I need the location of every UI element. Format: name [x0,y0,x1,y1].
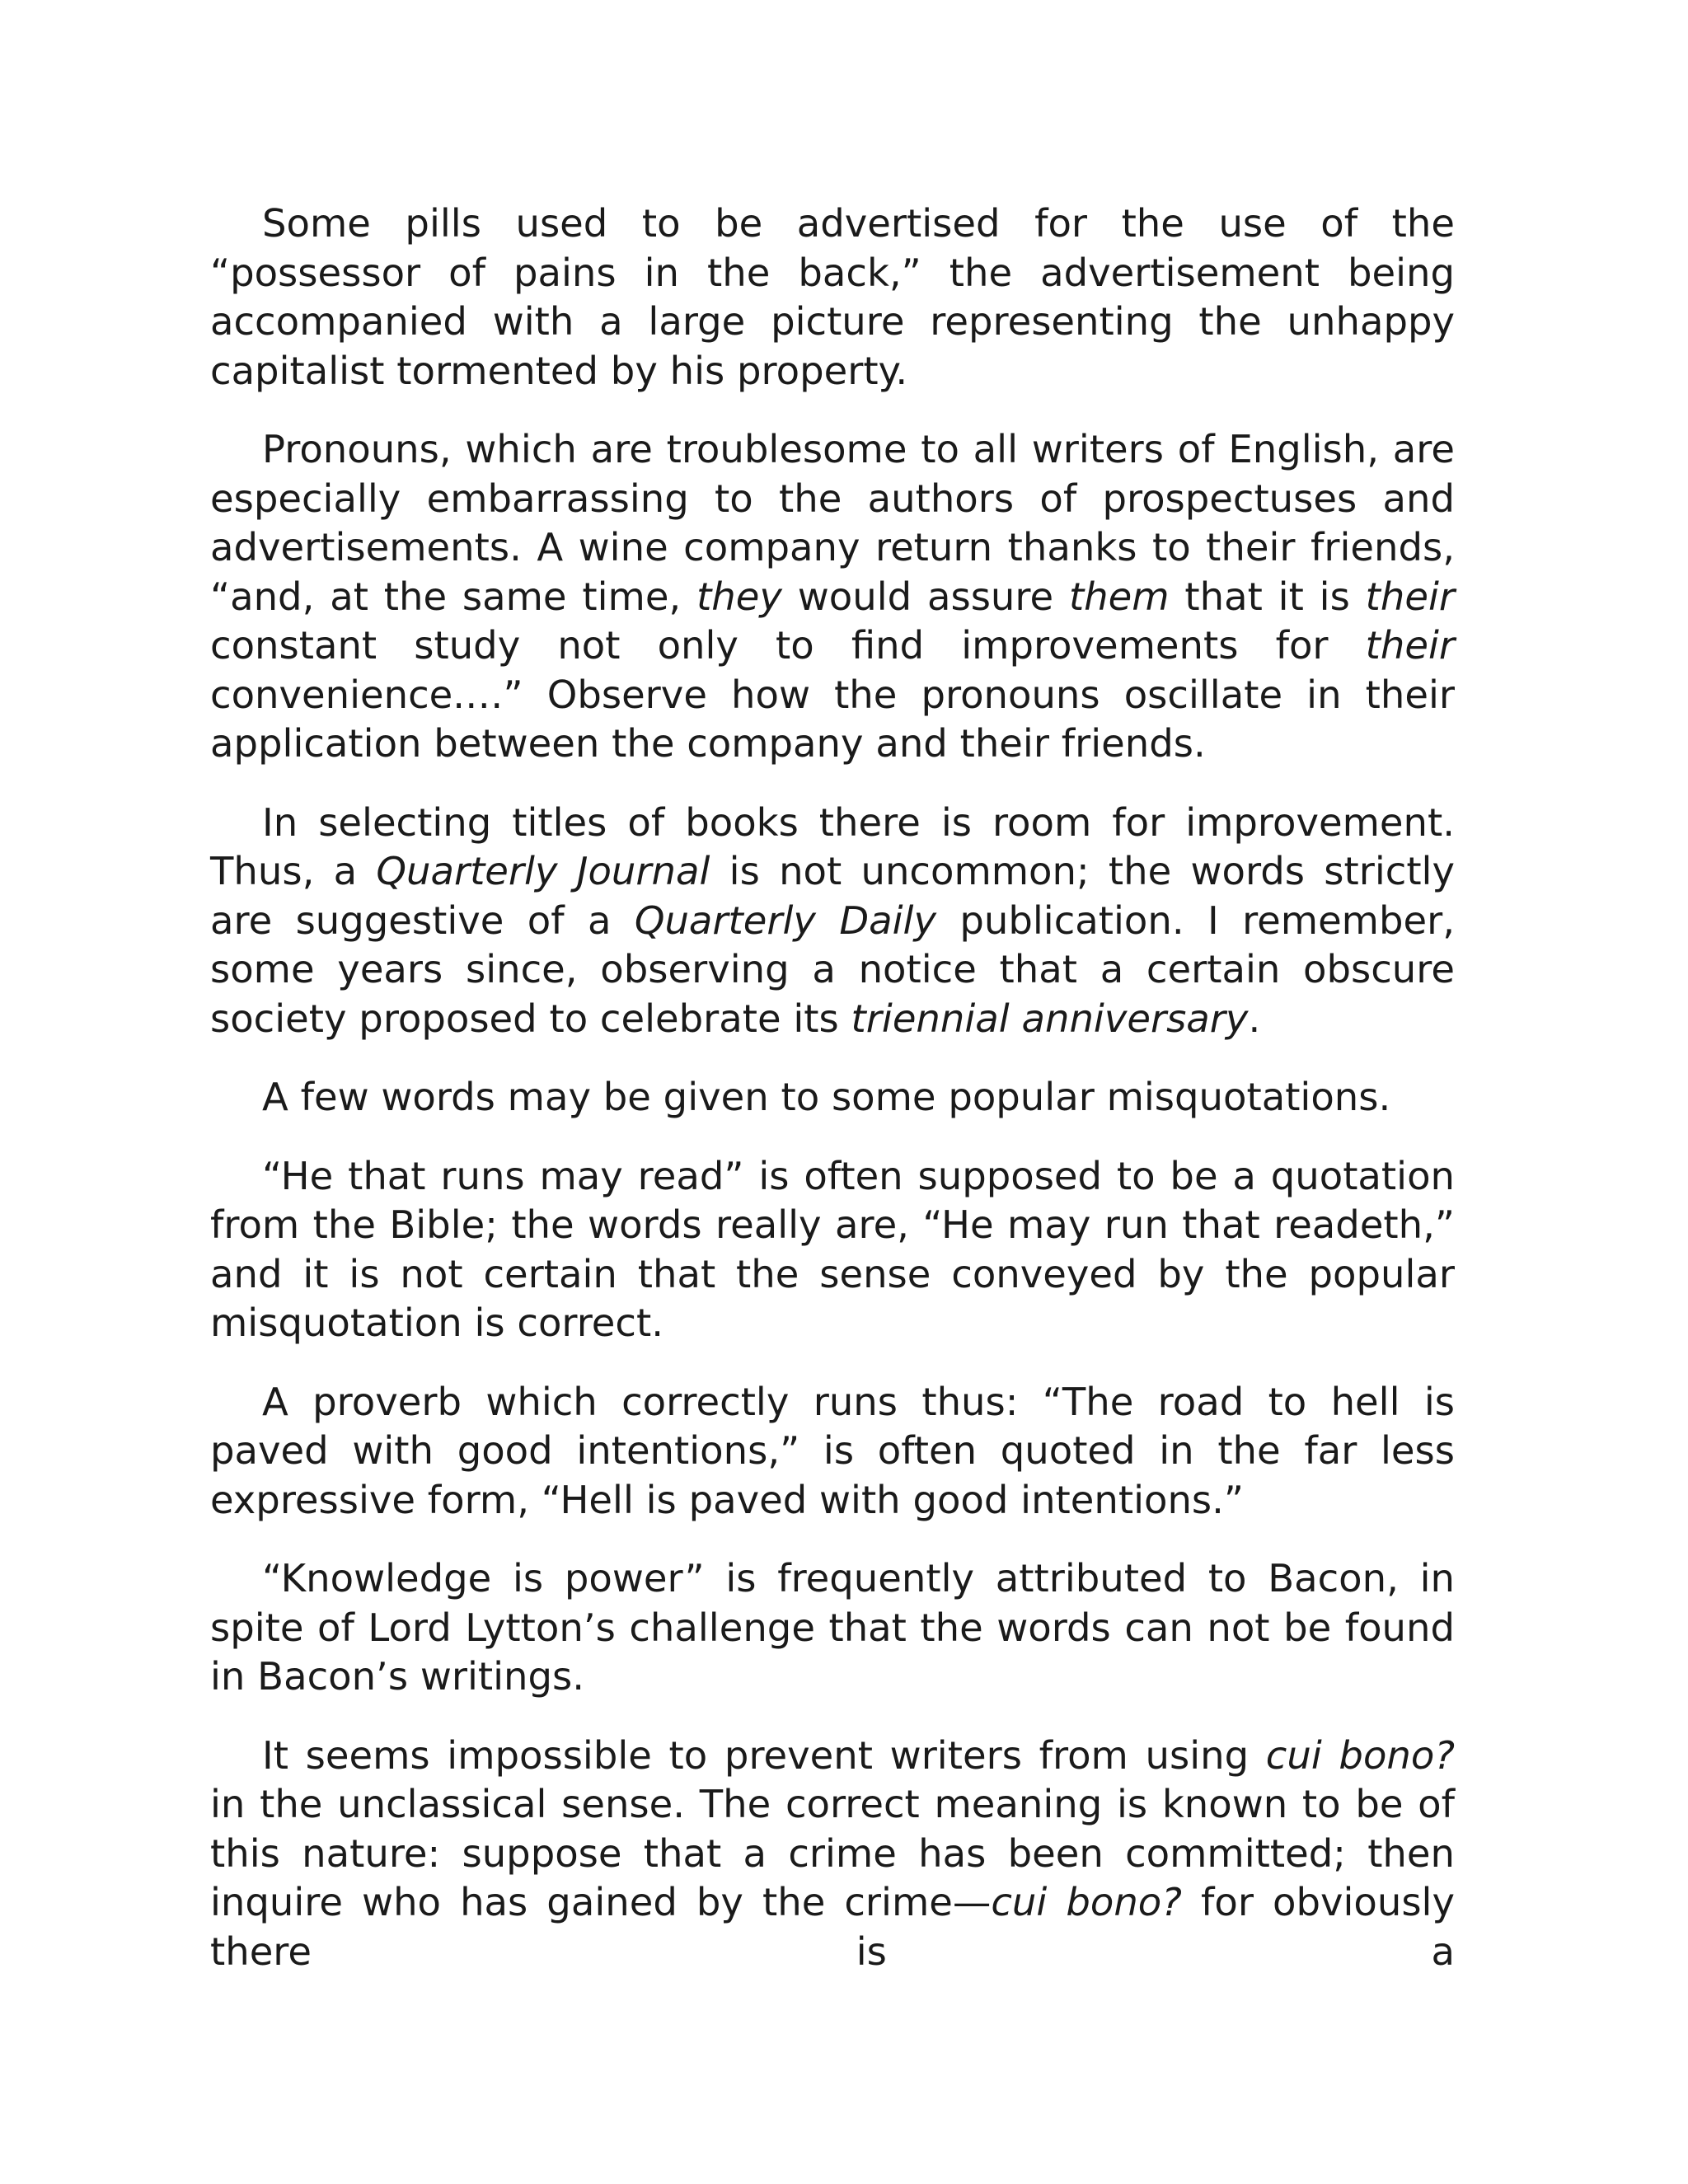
text-segment: for obviously there is a [210,1880,1455,1974]
italic-text: their [1365,574,1455,619]
text-segment: Pronouns, which are troublesome to all writers of English, are especially embarrassing to the authors of prospectuses and advertisements. A wine company return thanks to their friends, “and, at the same time, [210,427,1455,619]
italic-text: Quarterly Journal [376,849,710,893]
paragraph [210,1152,1455,1348]
italic-text: them [1068,574,1170,619]
text-segment: Some pills used to be advertised for the use of the “possessor of pains in the back,” the advertisement being accompanied with a large picture representing the unhappy capitalist tormented by his property. [210,201,1455,393]
text-segment: A proverb which correctly runs thus: “The road to hell is paved with good intentions,” is often quoted in the far less expressive form, “Hell is paved with good intentions.” [210,1379,1455,1522]
document-page [210,199,1455,1976]
paragraph [210,1732,1455,1977]
italic-text: their [1365,623,1455,668]
text-segment: would assure [781,574,1069,619]
paragraph [210,1073,1455,1122]
body-text [210,199,1455,1976]
italic-text: Quarterly Daily [634,898,936,943]
italic-text: triennial anniversary [851,996,1249,1041]
text-segment: A few words may be given to some popular misquotations. [262,1075,1391,1119]
text-segment: that it is [1169,574,1366,619]
paragraph [210,199,1455,396]
text-segment: It seems impossible to prevent writers from using [262,1732,1266,1778]
text-segment: . [1248,996,1261,1041]
text-segment: constant study not only to find improvements for [210,623,1366,668]
italic-text: they [696,574,782,619]
paragraph [210,1554,1455,1702]
text-segment: is not uncommon; the words strictly are suggestive of a [210,849,1455,943]
text-segment: publication. I remember, some years since, observing a notice that a certain obscure society proposed to celebrate its [210,898,1456,1041]
italic-text: cui bono? [1265,1732,1456,1778]
paragraph [210,425,1455,769]
paragraph [210,799,1455,1044]
text-segment: In selecting titles of books there is room for improvement. Thus, a [210,799,1455,893]
text-segment: convenience.…” Observe how the pronouns oscillate in their application between the company and their friends. [210,672,1455,766]
text-segment: “Knowledge is power” is frequently attributed to Bacon, in spite of Lord Lytton’s challenge that the words can not be found in Bacon’s writings. [210,1556,1455,1699]
text-segment: “He that runs may read” is often supposed to be a quotation from the Bible; the words really are, “He may run that readeth,” and it is not certain that the sense conveyed by the popular misquotation is correct. [210,1153,1455,1345]
paragraph [210,1378,1455,1526]
italic-text: cui bono? [991,1880,1182,1924]
text-segment: in the unclassical sense. The correct meaning is known to be of this nature: suppose that a crime has been committed; then inquire who has gained by the crime— [210,1782,1455,1924]
